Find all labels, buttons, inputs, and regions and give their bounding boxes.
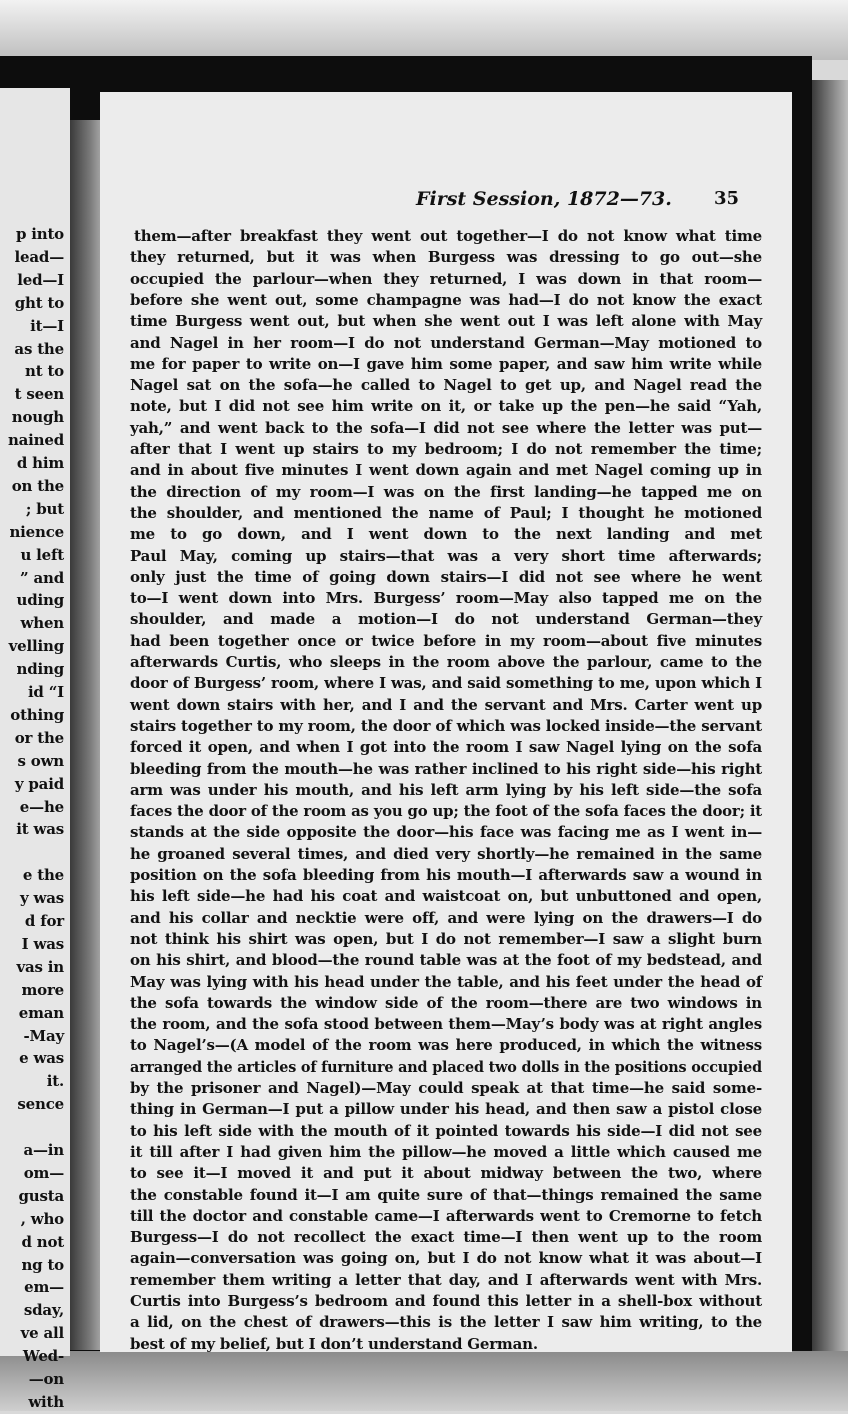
facing-page-line: a—in — [23, 1141, 64, 1159]
text-line: he groaned several times, and died very shortly—he remained in the same — [130, 844, 762, 863]
text-line: thing in German—I put a pillow under his head, and then saw a pistol close — [130, 1100, 762, 1119]
facing-page-line: eman — [18, 1003, 64, 1022]
facing-page-line: sence — [17, 1095, 64, 1114]
facing-page-line: led—I — [17, 270, 64, 289]
text-line: the constable found it—I am quite sure of that—things remained the same — [130, 1185, 762, 1204]
text-line: the direction of my room—I was on the first landing—he tapped me on — [130, 482, 762, 501]
facing-page-line: as the — [14, 339, 64, 358]
text-line: afterwards Curtis, who sleeps in the room above the parlour, came to the — [130, 653, 762, 671]
facing-page-line: d not — [21, 1232, 64, 1251]
facing-page-line: ght to — [14, 293, 64, 312]
text-line: and his collar and necktie were off, and were lying on the drawers—I do — [130, 908, 762, 927]
facing-page-line: vas in — [16, 957, 64, 976]
text-line: by the prisoner and Nagel)—May could speak at that time—he said some- — [130, 1079, 762, 1097]
facing-page-line: on the — [11, 476, 64, 495]
facing-page-line: e—he — [19, 797, 64, 816]
facing-page-line: Wed- — [22, 1347, 64, 1366]
text-line: had been together once or twice before in my room—about five minutes — [130, 631, 762, 650]
facing-page-line: —on — [28, 1370, 64, 1388]
facing-page-line: gusta — [18, 1186, 64, 1205]
text-line: to see it—I moved it and put it about midway between the two, where — [130, 1164, 762, 1183]
text-line: me for paper to write on—I gave him some paper, and saw him write while — [130, 354, 762, 373]
facing-page-line: nience — [9, 522, 64, 541]
facing-page-line: it—I — [30, 316, 64, 335]
page-number: 35 — [714, 188, 740, 209]
facing-page-line: s own — [17, 751, 64, 770]
facing-page-line: velling — [8, 637, 64, 656]
facing-page-line: I was — [21, 934, 64, 953]
text-line: the sofa towards the window side of the room—there are two windows in — [130, 993, 762, 1012]
text-line: on his shirt, and blood—the round table was at the foot of my bedstead, and — [130, 951, 762, 970]
facing-page-line: or the — [14, 728, 64, 747]
text-line: stairs together to my room, the door of which was locked inside—the servant — [130, 716, 762, 735]
document-page — [100, 92, 792, 1352]
facing-page-line: sday, — [23, 1301, 64, 1320]
facing-page-line: , who — [20, 1209, 64, 1228]
facing-page-line: em— — [24, 1278, 64, 1297]
facing-page-line: ve all — [20, 1324, 64, 1343]
facing-page-line: with — [28, 1392, 64, 1411]
facing-page-line: nough — [11, 408, 64, 427]
text-line: me to go down, and I went down to the next landing and met — [130, 525, 762, 544]
facing-page-line: lead— — [14, 247, 64, 266]
facing-page-line: it. — [46, 1072, 64, 1091]
text-line: occupied the parlour—when they returned, I was down in that room— — [130, 269, 762, 288]
text-line: arm was under his mouth, and his left arm lying by his left side—the sofa — [130, 780, 762, 799]
book-gutter — [70, 120, 102, 1350]
text-line: Nagel sat on the sofa—he called to Nagel to get up, and Nagel read the — [130, 376, 762, 395]
text-line: his left side—he had his coat and waistcoat on, but unbuttoned and open, — [130, 887, 762, 906]
text-line: to—I went down into Mrs. Burgess’ room—May also tapped me on the — [130, 589, 762, 608]
facing-page-line: ” and — [20, 568, 64, 587]
scan-edge-right — [812, 80, 848, 1411]
facing-page-line: nained — [7, 431, 64, 450]
text-line: time Burgess went out, but when she went out I was left alone with May — [130, 312, 762, 331]
facing-page-line: e was — [19, 1049, 64, 1068]
facing-page-line: nding — [16, 660, 64, 679]
facing-page-line: when — [20, 614, 64, 633]
text-line: and in about five minutes I went down again and met Nagel coming up in — [130, 461, 762, 480]
running-head: First Session, 1872—73. — [416, 188, 672, 210]
scan-background-bottom — [0, 1351, 848, 1411]
facing-page-line: othing — [10, 705, 64, 724]
facing-page-line: y paid — [14, 774, 64, 793]
facing-page-line: om— — [23, 1163, 64, 1182]
facing-page-line: ng to — [21, 1255, 64, 1274]
facing-page-line: p into — [15, 225, 64, 243]
text-line: they returned, but it was when Burgess was dressing to go out—she — [130, 248, 762, 267]
text-line: not think his shirt was open, but I do not remember—I saw a slight burn — [130, 929, 762, 948]
text-line: after that I went up stairs to my bedroom; I do not remember the time; — [130, 440, 762, 458]
facing-page-line: uding — [16, 591, 64, 610]
text-line: and Nagel in her room—I do not understand German—May motioned to — [130, 333, 762, 352]
text-line: door of Burgess’ room, where I was, and said something to me, upon which I — [130, 674, 762, 693]
facing-page-line: nt to — [25, 362, 64, 381]
scan-background-top — [0, 0, 848, 60]
text-line: it till after I had given him the pillow—he moved a little which caused me — [130, 1142, 762, 1161]
text-line: only just the time of going down stairs—I did not see where he went — [130, 567, 762, 586]
facing-page-line: it was — [16, 820, 64, 839]
text-line: again—conversation was going on, but I do not know what it was about—I — [130, 1249, 762, 1268]
text-line: went down stairs with her, and I and the servant and Mrs. Carter went up — [130, 695, 762, 714]
facing-page-fragment — [0, 88, 70, 1411]
text-line: forced it open, and when I got into the room I saw Nagel lying on the sofa — [130, 738, 762, 757]
text-line: yah,” and went back to the sofa—I did not see where the letter was put— — [130, 418, 762, 437]
facing-page-line: d for — [24, 912, 64, 930]
facing-page-line: id “I — [27, 683, 64, 701]
facing-page-line: y was — [19, 889, 64, 908]
text-line: the room, and the sofa stood between them—May’s body was at right angles — [130, 1015, 762, 1034]
text-line: bleeding from the mouth—he was rather inclined to his right side—his right — [130, 759, 762, 778]
text-line: position on the sofa bleeding from his mouth—I afterwards saw a wound in — [130, 866, 762, 884]
text-line: best of my belief, but I don’t understand German. — [130, 1334, 538, 1353]
text-line: May was lying with his head under the table, and his feet under the head of — [130, 972, 762, 991]
text-line: Burgess—I do not recollect the exact time—I then went up to the room — [130, 1228, 762, 1247]
text-line: the shoulder, and mentioned the name of Paul; I thought he motioned — [130, 503, 762, 522]
text-line: stands at the side opposite the door—his face was facing me as I went in— — [130, 823, 762, 842]
text-line: Paul May, coming up stairs—that was a very short time afterwards; — [130, 546, 762, 565]
text-line: note, but I did not see him write on it, or take up the pen—he said “Yah, — [130, 397, 762, 416]
facing-page-line: ; but — [25, 499, 64, 518]
facing-page-line: e the — [22, 866, 64, 885]
text-line: faces the door of the room as you go up; the foot of the sofa faces the door; it — [130, 802, 762, 821]
facing-page-line: t seen — [14, 385, 64, 404]
text-line: them—after breakfast they went out together—I do not know what time — [134, 227, 762, 245]
text-line: till the doctor and constable came—I afterwards went to Cremorne to fetch — [130, 1206, 762, 1225]
text-line: a lid, on the chest of drawers—this is the letter I saw him writing, to the — [130, 1313, 762, 1332]
text-line: before she went out, some champagne was had—I do not know the exact — [130, 290, 762, 309]
facing-page-line: more — [21, 980, 64, 999]
text-line: to Nagel’s—(A model of the room was here produced, in which the witness — [130, 1036, 762, 1055]
facing-page-line: -May — [23, 1026, 64, 1045]
text-line: shoulder, and made a motion—I do not understand German—they — [130, 610, 762, 629]
facing-page-line: u left — [20, 545, 64, 564]
text-line: Curtis into Burgess’s bedroom and found this letter in a shell-box without — [130, 1292, 762, 1310]
text-line: to his left side with the mouth of it pointed towards his side—I did not see — [130, 1121, 762, 1140]
text-line: remember them writing a letter that day, and I afterwards went with Mrs. — [130, 1270, 762, 1289]
text-line: arranged the articles of furniture and placed two dolls in the positions occupied — [130, 1057, 762, 1076]
facing-page-line: d him — [16, 454, 64, 472]
